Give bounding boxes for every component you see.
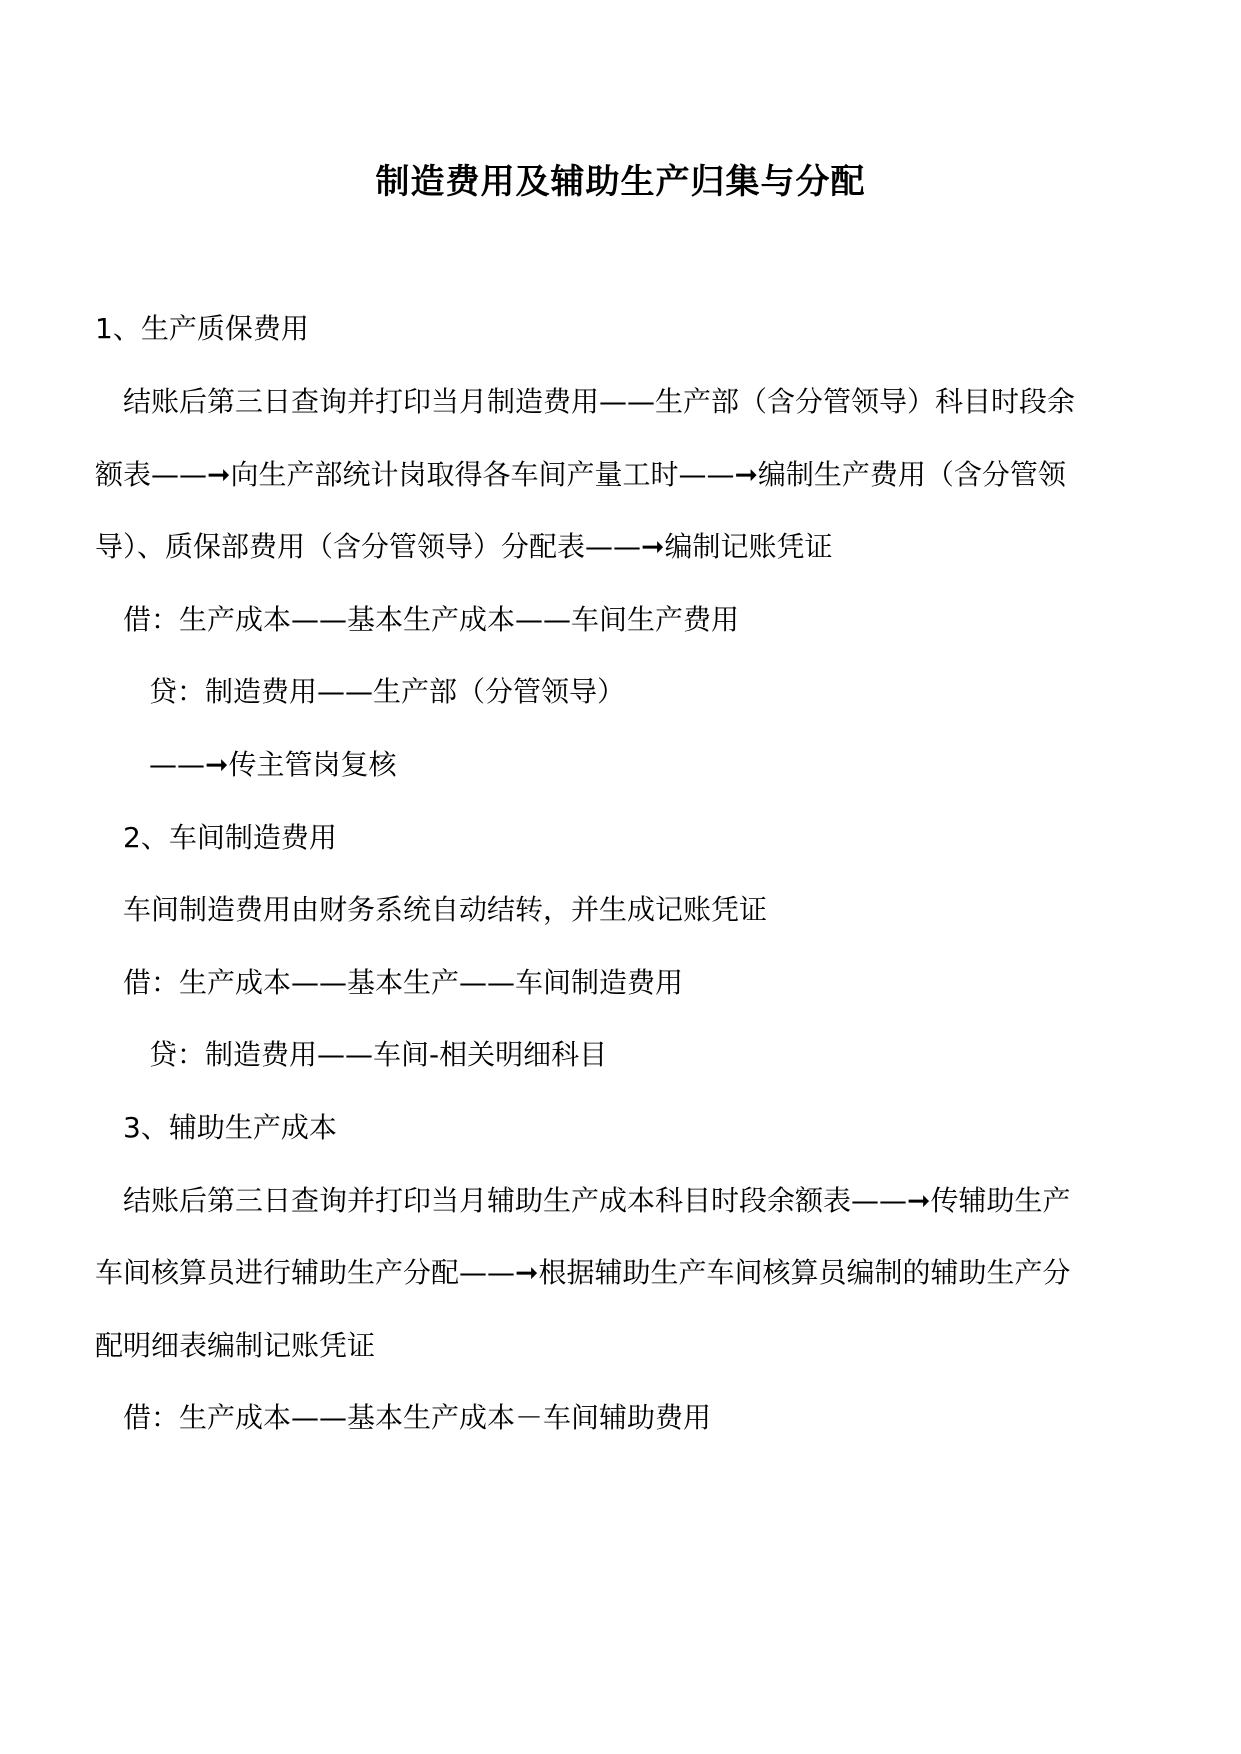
- credit-entry: 贷：制造费用——车间-相关明细科目: [149, 1038, 608, 1071]
- paragraph-line: 结账后第三日查询并打印当月制造费用——生产部（含分管领导）科目时段余: [123, 385, 1076, 418]
- paragraph-line: 导）、质保部费用（含分管领导）分配表——➞编制记账凭证: [95, 530, 833, 563]
- paragraph-line: ——➞传主管岗复核: [149, 748, 397, 781]
- debit-entry: 借：生产成本——基本生产——车间制造费用: [123, 966, 684, 999]
- paragraph-line: 车间核算员进行辅助生产分配——➞根据辅助生产车间核算员编制的辅助生产分: [95, 1256, 1071, 1289]
- debit-entry: 借：生产成本——基本生产成本－车间辅助费用: [123, 1401, 712, 1434]
- section-heading-2: 2、车间制造费用: [123, 821, 337, 854]
- paragraph-line: 额表——➞向生产部统计岗取得各车间产量工时——➞编制生产费用（含分管领: [95, 458, 1066, 491]
- paragraph-line: 结账后第三日查询并打印当月辅助生产成本科目时段余额表——➞传辅助生产: [123, 1184, 1071, 1217]
- paragraph-line: 配明细表编制记账凭证: [95, 1329, 376, 1362]
- credit-entry: 贷：制造费用——生产部（分管领导）: [149, 675, 626, 708]
- section-heading-3: 3、辅助生产成本: [123, 1111, 337, 1144]
- section-heading-1: 1、生产质保费用: [95, 312, 309, 345]
- debit-entry: 借：生产成本——基本生产成本——车间生产费用: [123, 603, 740, 636]
- paragraph-line: 车间制造费用由财务系统自动结转，并生成记账凭证: [123, 893, 768, 926]
- page-title: 制造费用及辅助生产归集与分配: [375, 162, 866, 202]
